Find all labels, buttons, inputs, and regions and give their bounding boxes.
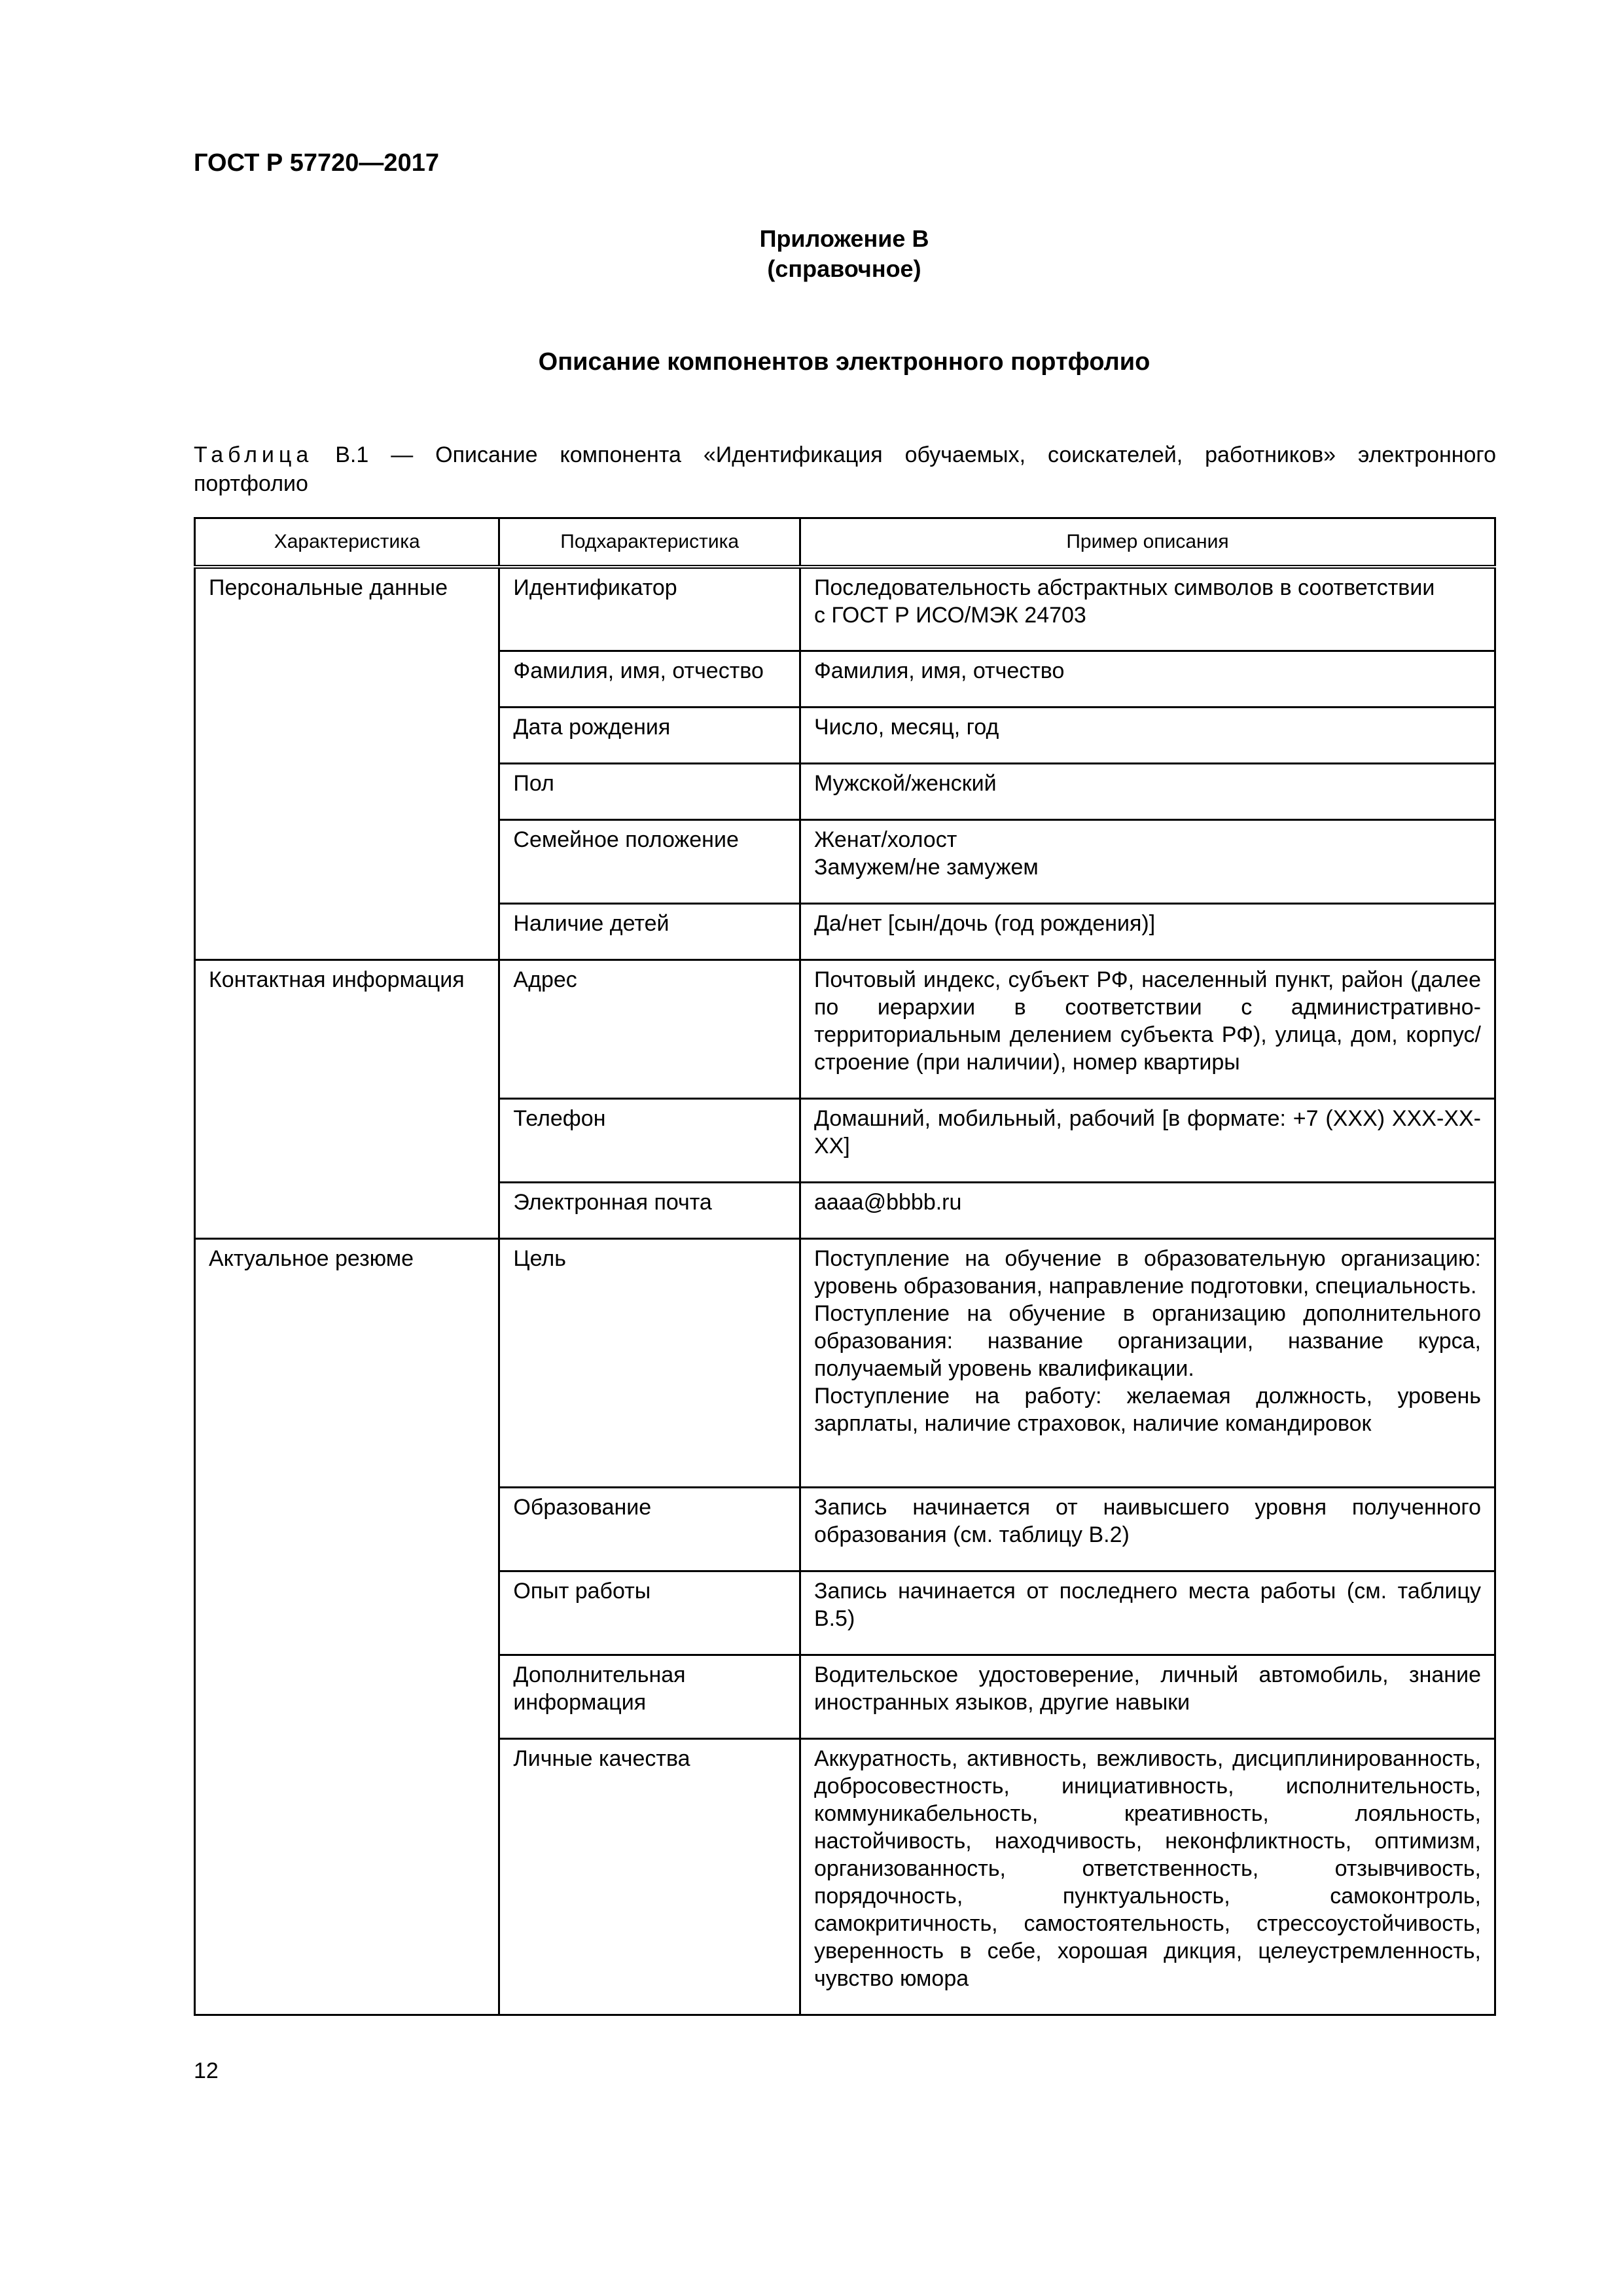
subcharacteristic-cell: Адрес [499, 960, 800, 1098]
column-header: Характеристика [195, 518, 499, 567]
description-table [194, 517, 1496, 2016]
column-header: Подхарактеристика [499, 518, 800, 567]
table-header [195, 518, 1495, 567]
subcharacteristic-cell: Телефон [499, 1098, 800, 1182]
characteristic-cell: Контактная информация [195, 960, 499, 1238]
example-cell: Число, месяц, год [800, 707, 1495, 763]
example-cell: Мужской/женский [800, 763, 1495, 819]
example-cell: aaaa@bbbb.ru [800, 1182, 1495, 1238]
caption-line-1 [194, 440, 1496, 469]
subcharacteristic-cell: Наличие детей [499, 903, 800, 960]
example-cell: Запись начинается от наивысшего уровня полученного образования (см. таблицу В.2) [800, 1487, 1495, 1571]
caption-text: В.1 — Описание компонента «Идентификация обучаемых, соискателей, работников» электронного [313, 442, 1496, 467]
subcharacteristic-cell: Семейное положение [499, 819, 800, 903]
page-number: 12 [194, 2058, 219, 2083]
column-header: Пример описания [800, 518, 1495, 567]
standard-designation: ГОСТ Р 57720—2017 [194, 149, 439, 177]
characteristic-cell: Актуальное резюме [195, 1238, 499, 2015]
annex-title: Приложение В [759, 225, 929, 252]
example-cell: Запись начинается от последнего места работы (см. таблицу В.5) [800, 1571, 1495, 1655]
subcharacteristic-cell: Фамилия, имя, отчество [499, 651, 800, 707]
subcharacteristic-cell: Цель [499, 1238, 800, 1487]
table-caption [194, 440, 1496, 498]
example-cell: Да/нет [сын/дочь (год рождения)] [800, 903, 1495, 960]
example-cell: Последовательность абстрактных символов в соответствии с ГОСТ Р ИСО/МЭК 24703 [800, 567, 1495, 651]
table-row [195, 960, 1495, 1098]
example-cell: Женат/холост Замужем/не замужем [800, 819, 1495, 903]
subcharacteristic-cell: Образование [499, 1487, 800, 1571]
caption-line-2: портфолио [194, 471, 308, 496]
subcharacteristic-cell: Пол [499, 763, 800, 819]
example-cell: Домашний, мобильный, рабочий [в формате: +7 (XXX) XXX-XX-XX] [800, 1098, 1495, 1182]
subcharacteristic-cell: Дата рождения [499, 707, 800, 763]
subcharacteristic-cell: Дополнительная информация [499, 1655, 800, 1738]
subcharacteristic-cell: Личные качества [499, 1738, 800, 2015]
example-cell: Почтовый индекс, субъект РФ, населенный пункт, район (далее по иерархии в соответствии с административно-территориальным делением субъекта РФ), улица, дом, корпус/строение (при наличии), номер квартиры [800, 960, 1495, 1098]
table-row [195, 567, 1495, 651]
example-cell: Поступление на обучение в образовательную организацию: уровень образования, направление подготовки, специальность. Поступление на обучение в организацию дополнительного образования: название организации, название курса, получаемый уровень квалификации. Поступление на работу: желаемая должность, уровень зарплаты, наличие страховок, наличие командировок [800, 1238, 1495, 1487]
example-cell: Аккуратность, активность, вежливость, дисциплинированность, добросовестность, инициативность, исполнительность, коммуникабельность, креативность, лояльность, настойчивость, находчивость, неконфликтность, оптимизм, организованность, ответственность, отзывчивость, порядочность, пунктуальность, самоконтроль, самокритичность, самостоятельность, стрессоустойчивость, уверенность в себе, хорошая дикция, целеустремленность, чувство юмора [800, 1738, 1495, 2015]
annex-status: (справочное) [767, 255, 921, 282]
subcharacteristic-cell: Опыт работы [499, 1571, 800, 1655]
subcharacteristic-cell: Электронная почта [499, 1182, 800, 1238]
table-row [195, 1238, 1495, 1487]
example-cell: Водительское удостоверение, личный автомобиль, знание иностранных языков, другие навыки [800, 1655, 1495, 1738]
caption-label: Таблица [194, 442, 313, 467]
annex-block [0, 224, 1623, 284]
characteristic-cell: Персональные данные [195, 567, 499, 960]
example-cell: Фамилия, имя, отчество [800, 651, 1495, 707]
section-heading: Описание компонентов электронного портфолио [538, 348, 1150, 376]
subcharacteristic-cell: Идентификатор [499, 567, 800, 651]
